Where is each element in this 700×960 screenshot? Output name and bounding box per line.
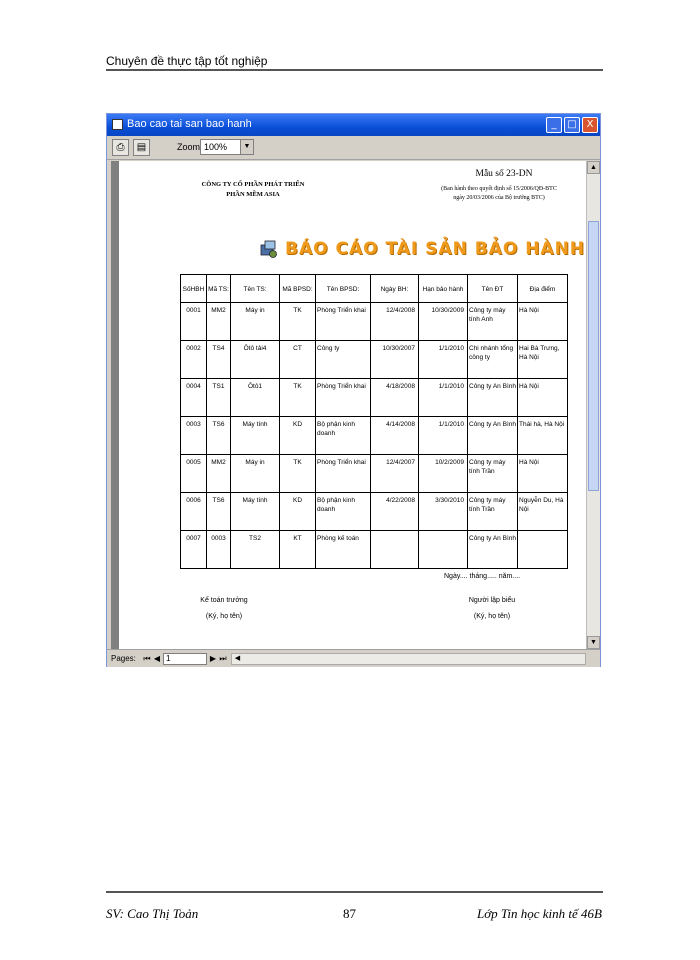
table-cell: Ôtô tải4	[231, 341, 280, 379]
table-row	[181, 379, 568, 417]
table-cell: 0003	[207, 531, 231, 569]
footer-class: Lớp Tin học kinh tế 46B	[476, 906, 602, 921]
table-cell: Phòng Triển khai	[316, 303, 371, 341]
app-icon	[112, 119, 123, 130]
table-cell: Công ty	[316, 341, 371, 379]
footer-page-number: 87	[343, 906, 356, 921]
table-cell: MM2	[207, 455, 231, 493]
chief-accountant-title: Kế toán trưởng	[200, 597, 248, 604]
table-cell: Công ty An Bình	[468, 531, 518, 569]
table-cell: Bộ phận kinh doanh	[316, 417, 371, 455]
chief-accountant-note: (Ký, họ tên)	[205, 613, 243, 620]
table-cell: 4/14/2008	[371, 417, 419, 455]
table-cell: Phòng kế toán	[316, 531, 371, 569]
report-title: BÁO CÁO TÀI SẢN BẢO HÀNH	[285, 239, 586, 259]
company-name	[183, 180, 323, 200]
preparer-title: Người lập biểu	[468, 597, 516, 604]
print-button[interactable]	[112, 139, 129, 156]
table-cell: Ôtô1	[231, 379, 280, 417]
table-cell: TK	[280, 379, 316, 417]
company-line-2: PHẦN MỀM ASIA	[226, 191, 280, 198]
scroll-up-icon[interactable]: ▲	[587, 161, 600, 174]
table-cell: 10/30/2007	[371, 341, 419, 379]
table-cell: Hà Nội	[518, 455, 568, 493]
pages-label: Pages:	[111, 654, 136, 663]
table-cell: 0004	[181, 379, 207, 417]
table-cell: TS6	[207, 417, 231, 455]
table-cell: MM2	[207, 303, 231, 341]
table-cell: 0003	[181, 417, 207, 455]
close-button[interactable]: X	[582, 117, 598, 133]
report-icon	[259, 239, 279, 259]
table-cell: TS6	[207, 493, 231, 531]
table-cell: 4/22/2008	[371, 493, 419, 531]
table-cell: KT	[280, 531, 316, 569]
table-cell: 3/30/2010	[419, 493, 468, 531]
next-page-icon[interactable]: ▶	[209, 654, 217, 663]
last-page-icon[interactable]: ⏭	[219, 654, 227, 663]
footer-rule	[106, 891, 603, 893]
column-header: Mã BPSD:	[280, 275, 316, 303]
table-cell: Công ty An Bình	[468, 417, 518, 455]
export-button[interactable]	[133, 139, 150, 156]
window-titlebar[interactable]	[107, 114, 600, 136]
table-cell: Chi nhánh tổng công ty	[468, 341, 518, 379]
table-cell: Công ty máy tính Trần	[468, 455, 518, 493]
table-cell: 10/2/2009	[419, 455, 468, 493]
column-header: Địa điểm	[518, 275, 568, 303]
table-cell: Máy in	[231, 455, 280, 493]
table-cell: Thái hà, Hà Nội	[518, 417, 568, 455]
header-rule	[106, 69, 603, 71]
table-cell: 1/1/2010	[419, 379, 468, 417]
toolbar	[107, 136, 600, 160]
table-cell: Hai Bà Trưng, Hà Nội	[518, 341, 568, 379]
table-cell: CT	[280, 341, 316, 379]
column-header: Mã TS:	[207, 275, 231, 303]
zoom-value: 100%	[204, 142, 228, 152]
table-cell: 1/1/2010	[419, 341, 468, 379]
zoom-label: Zoom	[177, 142, 201, 152]
table-row	[181, 531, 568, 569]
window-title: Bao cao tai san bao hanh	[127, 118, 252, 130]
table-cell	[518, 531, 568, 569]
table-cell: 0005	[181, 455, 207, 493]
table-cell: Máy in	[231, 303, 280, 341]
table-cell: Hà Nội	[518, 303, 568, 341]
table-row	[181, 303, 568, 341]
column-header: Tên TS:	[231, 275, 280, 303]
table-cell	[419, 531, 468, 569]
export-icon: ▤	[136, 142, 147, 153]
report-paper	[119, 161, 586, 649]
column-header: SốHBH	[181, 275, 207, 303]
table-cell: Phòng Triển khai	[316, 379, 371, 417]
report-viewer-window	[106, 113, 601, 667]
table-row	[181, 341, 568, 379]
table-cell: Nguyễn Du, Hà Nội	[518, 493, 568, 531]
table-row	[181, 493, 568, 531]
table-cell: KD	[280, 417, 316, 455]
vertical-scrollbar[interactable]	[586, 161, 600, 649]
table-cell: 1/1/2010	[419, 417, 468, 455]
table-cell: Bộ phận kinh doanh	[316, 493, 371, 531]
table-cell: KD	[280, 493, 316, 531]
horizontal-scrollbar[interactable]	[231, 653, 586, 665]
scroll-down-icon[interactable]: ▼	[587, 636, 600, 649]
column-header: Hạn bảo hành	[419, 275, 468, 303]
table-cell: Máy tính	[231, 493, 280, 531]
table-cell: 4/18/2008	[371, 379, 419, 417]
table-cell: Phòng Triển khai	[316, 455, 371, 493]
previous-page-icon[interactable]: ◀	[153, 654, 161, 663]
form-note-line-1: (Ban hành theo quyết định số 15/2006/QĐ-BTC	[441, 186, 557, 192]
table-cell: Hà Nội	[518, 379, 568, 417]
column-header: Ngày BH:	[371, 275, 419, 303]
scroll-thumb[interactable]	[588, 221, 599, 491]
table-body	[181, 303, 568, 569]
table-cell: 0007	[181, 531, 207, 569]
table-cell: 12/4/2007	[371, 455, 419, 493]
column-header: Tên ĐT	[468, 275, 518, 303]
table-cell: TS4	[207, 341, 231, 379]
table-cell: TS2	[231, 531, 280, 569]
chevron-down-icon[interactable]: ▼	[240, 140, 253, 154]
warranty-table	[180, 274, 568, 569]
date-line: Ngày.... tháng..... năm....	[444, 573, 521, 580]
scroll-left-icon[interactable]: ◀	[234, 655, 241, 662]
table-cell: Máy tính	[231, 417, 280, 455]
table-row	[181, 417, 568, 455]
table-header-row	[181, 275, 568, 303]
table-cell: 10/30/2009	[419, 303, 468, 341]
maximize-button[interactable]: □	[564, 117, 580, 133]
form-note	[414, 185, 584, 203]
table-cell: 0006	[181, 493, 207, 531]
table-row	[181, 455, 568, 493]
minimize-button[interactable]: _	[546, 117, 562, 133]
table-cell: TK	[280, 455, 316, 493]
preparer-note: (Ký, họ tên)	[473, 613, 511, 620]
footer-student: SV: Cao Thị Toản	[106, 906, 199, 921]
column-header: Tên BPSD:	[316, 275, 371, 303]
first-page-icon[interactable]: ⏮	[143, 654, 151, 663]
table-cell: 0002	[181, 341, 207, 379]
table-cell: Công ty An Bình	[468, 379, 518, 417]
statusbar	[107, 649, 600, 667]
printer-icon: ⎙	[116, 142, 125, 153]
zoom-select[interactable]	[200, 139, 254, 155]
table-cell: 0001	[181, 303, 207, 341]
page-header-text: Chuyên đề thực tập tốt nghiệp	[106, 54, 268, 68]
form-note-line-2: ngày 20/03/2006 của Bộ trưởng BTC)	[453, 195, 545, 201]
table-cell: Công ty máy tính Trần	[468, 493, 518, 531]
table-cell: 12/4/2008	[371, 303, 419, 341]
page-number-input[interactable]: 1	[163, 653, 207, 665]
table-cell: Công ty máy tính Anh	[468, 303, 518, 341]
report-preview-area	[111, 161, 586, 649]
table-cell: TS1	[207, 379, 231, 417]
table-cell: TK	[280, 303, 316, 341]
table-cell	[371, 531, 419, 569]
company-line-1: CÔNG TY CỔ PHẦN PHÁT TRIỂN	[201, 181, 305, 188]
form-number: Mẫu số 23-DN	[475, 169, 533, 179]
